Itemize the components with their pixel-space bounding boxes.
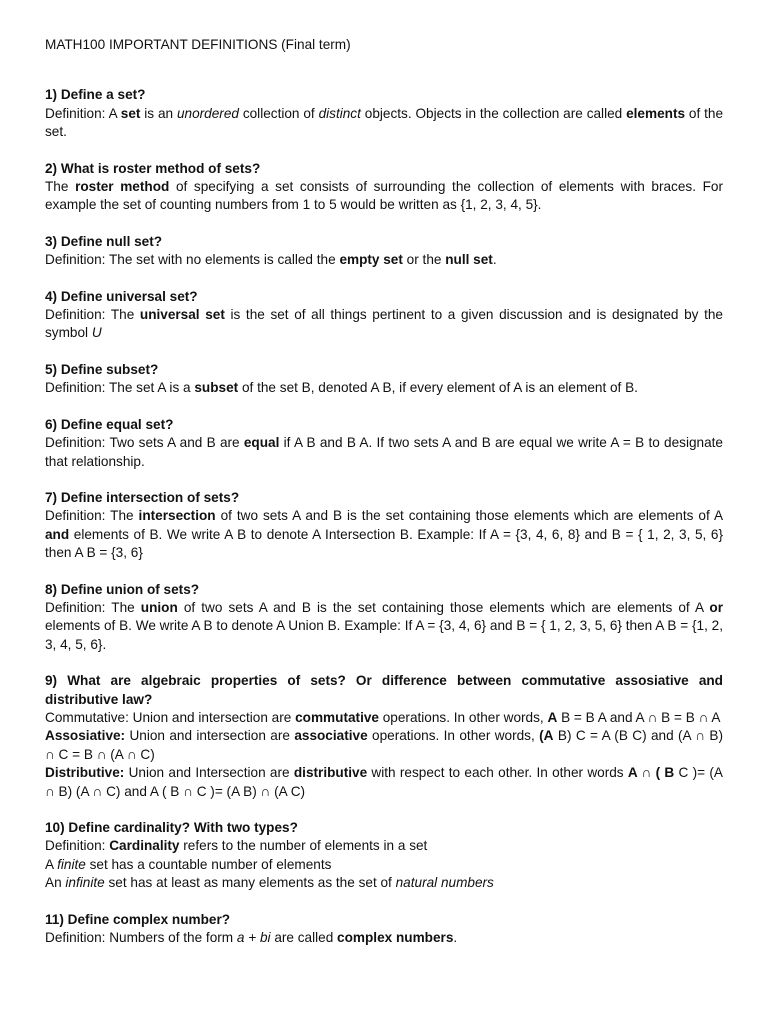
- question-title: 9) What are algebraic properties of sets? Or difference between commutative assosiative and distributive law?: [45, 673, 723, 707]
- text-run: .: [453, 930, 458, 946]
- question-title: 10) Define cardinality? With two types?: [45, 820, 298, 835]
- text-run: of the set B, denoted A B, if every element of A is an element of B.: [238, 380, 638, 396]
- text-run: Union and intersection are: [125, 728, 295, 744]
- text-run: .: [492, 252, 497, 268]
- bold-term: A ∩ ( B: [627, 765, 675, 781]
- text-run: An: [45, 875, 66, 891]
- text-run: Union and Intersection are: [124, 765, 294, 781]
- bold-term: roster method: [75, 179, 170, 195]
- italic-term: distinct: [318, 105, 361, 121]
- question-9: [45, 672, 723, 801]
- question-4: [45, 288, 723, 343]
- question-11: [45, 911, 723, 948]
- question-body: [45, 929, 723, 947]
- bold-term: Cardinality: [109, 838, 180, 854]
- bold-term: Distributive:: [45, 765, 125, 781]
- bold-term: (A: [539, 728, 554, 744]
- text-run: Commutative: Union and intersection are: [45, 709, 296, 725]
- question-body: [45, 306, 723, 343]
- text-run: Definition: The: [45, 307, 140, 323]
- italic-term: natural numbers: [395, 875, 494, 891]
- question-2: [45, 160, 723, 215]
- italic-term: U: [91, 325, 102, 341]
- document-title: MATH100 IMPORTANT DEFINITIONS (Final term): [45, 37, 351, 52]
- question-7: [45, 489, 723, 563]
- text-run: Definition: Two sets A and B are: [45, 435, 244, 451]
- question-title: 7) Define intersection of sets?: [45, 489, 240, 505]
- question-6: [45, 416, 723, 471]
- italic-term: unordered: [176, 105, 239, 121]
- bold-term: or: [709, 599, 723, 615]
- question-1: [45, 86, 723, 141]
- text-run: elements of B. We write A B to denote A Intersection B. Example: If A = {3, 4, 6, 8} and B = { 1, 2, 3, 5, 6} then A B = {3, 6}: [45, 526, 723, 561]
- text-run: set has a countable number of elements: [85, 856, 332, 872]
- italic-term: finite: [57, 856, 86, 872]
- text-run: The: [45, 179, 76, 195]
- question-body: [45, 178, 723, 215]
- bold-term: distributive: [293, 765, 368, 781]
- text-run: Definition: A: [45, 105, 121, 121]
- text-run: operations. In other words,: [367, 728, 540, 744]
- distributive-law: [45, 764, 723, 801]
- question-title: 1) Define a set?: [45, 87, 146, 103]
- bold-term: and: [45, 526, 70, 542]
- question-body: [45, 434, 723, 471]
- text-run: B) C = A (B C) and (A ∩ B) ∩ C = B ∩ (A ∩ C): [45, 728, 723, 762]
- text-run: Definition: The set A is a: [45, 380, 195, 396]
- text-run: of the set.: [45, 105, 724, 140]
- text-run: of two sets A and B is the set containing those elements which are elements of A: [177, 599, 710, 615]
- bold-term: elements: [626, 105, 686, 121]
- bold-term: null set: [445, 252, 493, 268]
- question-body: [45, 599, 723, 654]
- bold-term: set: [120, 105, 141, 121]
- text-run: if A B and B A. If two sets A and B are equal we write A = B to designate that relationship.: [45, 435, 723, 469]
- cardinality-definition: [45, 837, 723, 855]
- text-run: collection of: [238, 105, 319, 121]
- bold-term: Assosiative:: [45, 728, 126, 744]
- italic-term: a + bi: [236, 930, 271, 946]
- text-run: Definition: The: [45, 599, 141, 615]
- question-title: 3) Define null set?: [45, 233, 163, 249]
- question-3: [45, 233, 723, 270]
- question-10: [45, 819, 723, 893]
- question-title: 2) What is roster method of sets?: [45, 160, 261, 176]
- text-run: Definition: The set with no elements is called the: [45, 252, 340, 268]
- question-5: [45, 361, 723, 398]
- bold-term: complex numbers: [337, 930, 454, 946]
- bold-term: subset: [194, 380, 239, 396]
- text-run: set has at least as many elements as the set of: [104, 875, 396, 891]
- text-run: C )= (A ∩ B) (A ∩ C) and A ( B ∩ C )= (A B) ∩ (A C): [45, 765, 723, 799]
- bold-term: A: [547, 709, 558, 725]
- text-run: Definition: The: [45, 508, 139, 524]
- text-run: elements of B. We write A B to denote A Union B. Example: If A = {3, 4, 6} and B = { 1, 2, 3, 5, 6} then A B = {1, 2, 3, 4, 5, 6}.: [45, 618, 723, 652]
- question-body: [45, 379, 723, 397]
- bold-term: union: [140, 599, 178, 615]
- document-page: [45, 36, 723, 965]
- associative-law: [45, 727, 723, 764]
- text-run: of two sets A and B is the set containing those elements which are elements of A: [215, 508, 724, 524]
- bold-term: commutative: [295, 709, 379, 725]
- question-title: 11) Define complex number?: [45, 911, 231, 927]
- italic-term: infinite: [65, 875, 105, 891]
- finite-set-line: [45, 856, 723, 874]
- bold-term: empty set: [339, 252, 403, 268]
- question-title: 4) Define universal set?: [45, 288, 198, 304]
- bold-term: associative: [294, 728, 368, 744]
- question-title: 8) Define union of sets?: [45, 581, 200, 597]
- text-run: Definition: Numbers of the form: [45, 930, 237, 946]
- text-run: operations. In other words,: [378, 709, 548, 725]
- text-run: or the: [402, 252, 446, 268]
- question-title: 6) Define equal set?: [45, 416, 174, 432]
- text-run: B = B A and A ∩ B = B ∩ A: [557, 709, 721, 725]
- question-8: [45, 581, 723, 655]
- text-run: objects. Objects in the collection are called: [360, 105, 627, 121]
- bold-term: universal set: [139, 307, 225, 323]
- text-run: is the set of all things pertinent to a given discussion and is designated by the symbol: [45, 307, 723, 341]
- text-run: of specifying a set consists of surrounding the collection of elements with braces. For example the set of counting numbers from 1 to 5 would be written as {1, 2, 3, 4, 5}.: [45, 179, 724, 213]
- commutative-law: [45, 709, 723, 727]
- question-body: [45, 105, 723, 142]
- text-run: with respect to each other. In other words: [367, 765, 628, 781]
- text-run: are called: [270, 930, 338, 946]
- text-run: is an: [140, 105, 177, 121]
- questions-list: [45, 86, 723, 947]
- bold-term: equal: [243, 435, 280, 451]
- bold-term: intersection: [138, 508, 216, 524]
- question-title: 5) Define subset?: [45, 361, 159, 377]
- text-run: refers to the number of elements in a set: [179, 838, 428, 854]
- text-run: A: [45, 856, 58, 872]
- question-body: [45, 507, 723, 562]
- text-run: Definition:: [45, 838, 110, 854]
- question-body: [45, 251, 723, 269]
- infinite-set-line: [45, 874, 723, 892]
